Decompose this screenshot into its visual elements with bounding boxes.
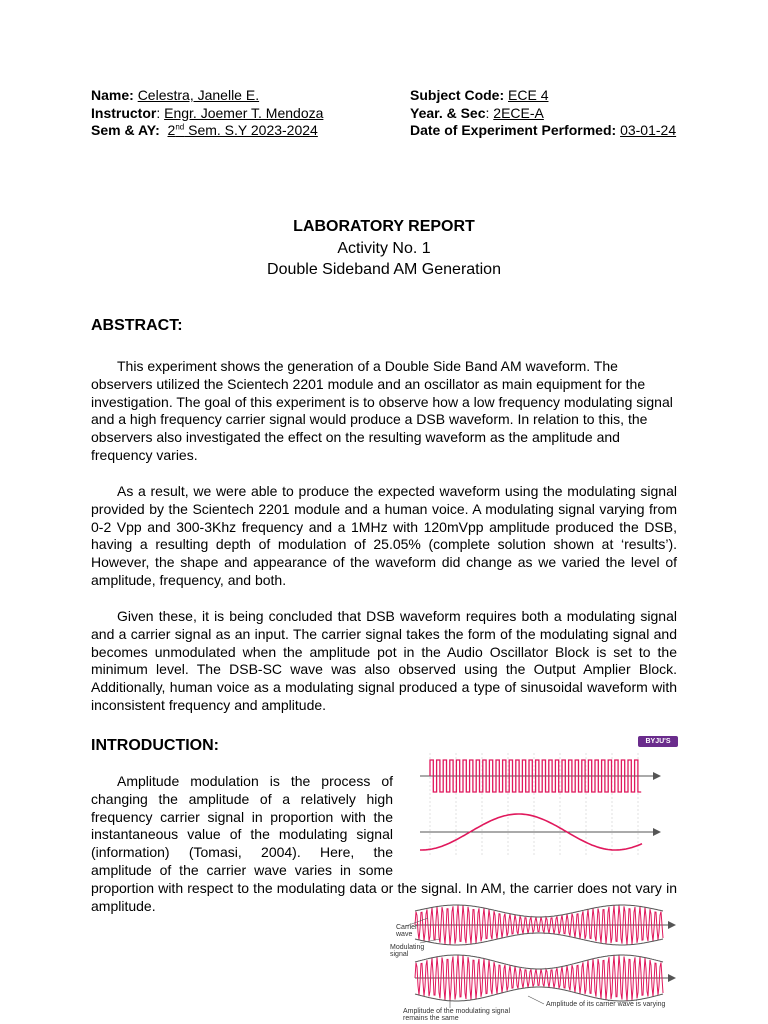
sem-row: Sem & AY: 2nd Sem. S.Y 2023-2024: [91, 122, 318, 138]
introduction-heading: INTRODUCTION:: [91, 737, 219, 754]
instructor-value: Engr. Joemer T. Mendoza: [164, 104, 324, 121]
modulating-signal-label: Modulating signal: [390, 944, 425, 958]
subject-value: ECE 4: [508, 87, 549, 103]
abstract-heading: ABSTRACT:: [91, 317, 183, 334]
abstract-paragraph-3: Given these, it is being concluded that DSB waveform requires both a modulating signal and a carrier signal as an input. The carrier signal takes the form of the modulating signal and becomes unmodulated when the amplitude pot in the Audio Oscillator Block is set to the minimum level. The DSB-SC wave was also observed using the Output Amplier Block. Additionally, human voice as a modulating signal produced a type of sinusoidal waveform with inconsistent frequency and amplitude.: [91, 608, 677, 713]
date-row: Date of Experiment Performed: 03-01-24: [410, 122, 677, 138]
byjus-logo: BYJU'S: [638, 736, 678, 747]
introduction-paragraph: Amplitude modulation is the process of changing the amplitude of a relatively high frequency carrier signal in proportion with the instantaneous value of the modulating signal (information) (Tomasi, 2004). Here, the amplitude of the carrier wave varies in some proportion with respect to the modulating data or the signal. In AM, the carrier does not vary in amplitude.: [91, 773, 677, 914]
carrier-wave-label: Carrier wave: [396, 924, 418, 938]
grid-lines: [430, 753, 638, 856]
abstract-paragraph-2: As a result, we were able to produce the expected waveform using the modulating signal provided by the Scientech 2201 module and a human voice. A modulating signal varying from 0-2 Vpp and 300-3Khz frequency and a 1MHz with 120mVpp amplitude produced the DSB, having a resulting depth of modulation of 25.05% (complete solution shown at ‘results’). However, the shape and appearance of the waveform did change as we varied the level of amplitude, frequency, and both.: [91, 483, 677, 588]
header-right: [410, 87, 676, 140]
name-row: Name: Celestra, Janelle E.: [91, 87, 260, 103]
title-line-1: LABORATORY REPORT: [293, 218, 475, 235]
header-left: [91, 87, 323, 140]
title-line-2: Activity No. 1: [337, 239, 431, 257]
am-axis-2-arrow: [668, 974, 676, 982]
report-title: [0, 216, 768, 281]
am-axis-1-arrow: [668, 921, 676, 929]
name-value: Celestra, Janelle E.: [137, 87, 260, 103]
sem-value: 2nd Sem. S.Y 2023-2024: [167, 122, 318, 138]
title-line-3: Double Sideband AM Generation: [267, 261, 501, 278]
modulating-axis-arrow: [653, 828, 661, 836]
carrier-axis-arrow: [653, 772, 661, 780]
carrier-and-modulating-waves-figure: [415, 733, 680, 858]
subject-row: Subject Code: ECE 4: [410, 87, 549, 103]
abstract-paragraph-1: This experiment shows the generation of a Double Side Band AM waveform. The observers utilized the Scientech 2201 module and an oscillator as main equipment for the investigation. The goal of this experiment is to observe how a low frequency modulating signal and a high frequency carrier signal would produce a DSB waveform. In relation to this, the observers also investigated the effect on the resulting waveform as the amplitude and frequency varies.: [91, 358, 673, 463]
year-row: Year. & Sec: 2ECE-A: [410, 104, 544, 121]
date-value: 03-01-24: [620, 122, 677, 138]
leader-line-amp-carrier: [528, 996, 544, 1004]
amplitude-modulating-label: Amplitude of the modulating signal remains the same: [403, 1008, 511, 1022]
amplitude-carrier-label: Amplitude of its carrier wave is varying: [546, 1001, 666, 1008]
instructor-row: Instructor: Engr. Joemer T. Mendoza: [91, 104, 324, 121]
year-value: 2ECE-A: [493, 104, 544, 121]
